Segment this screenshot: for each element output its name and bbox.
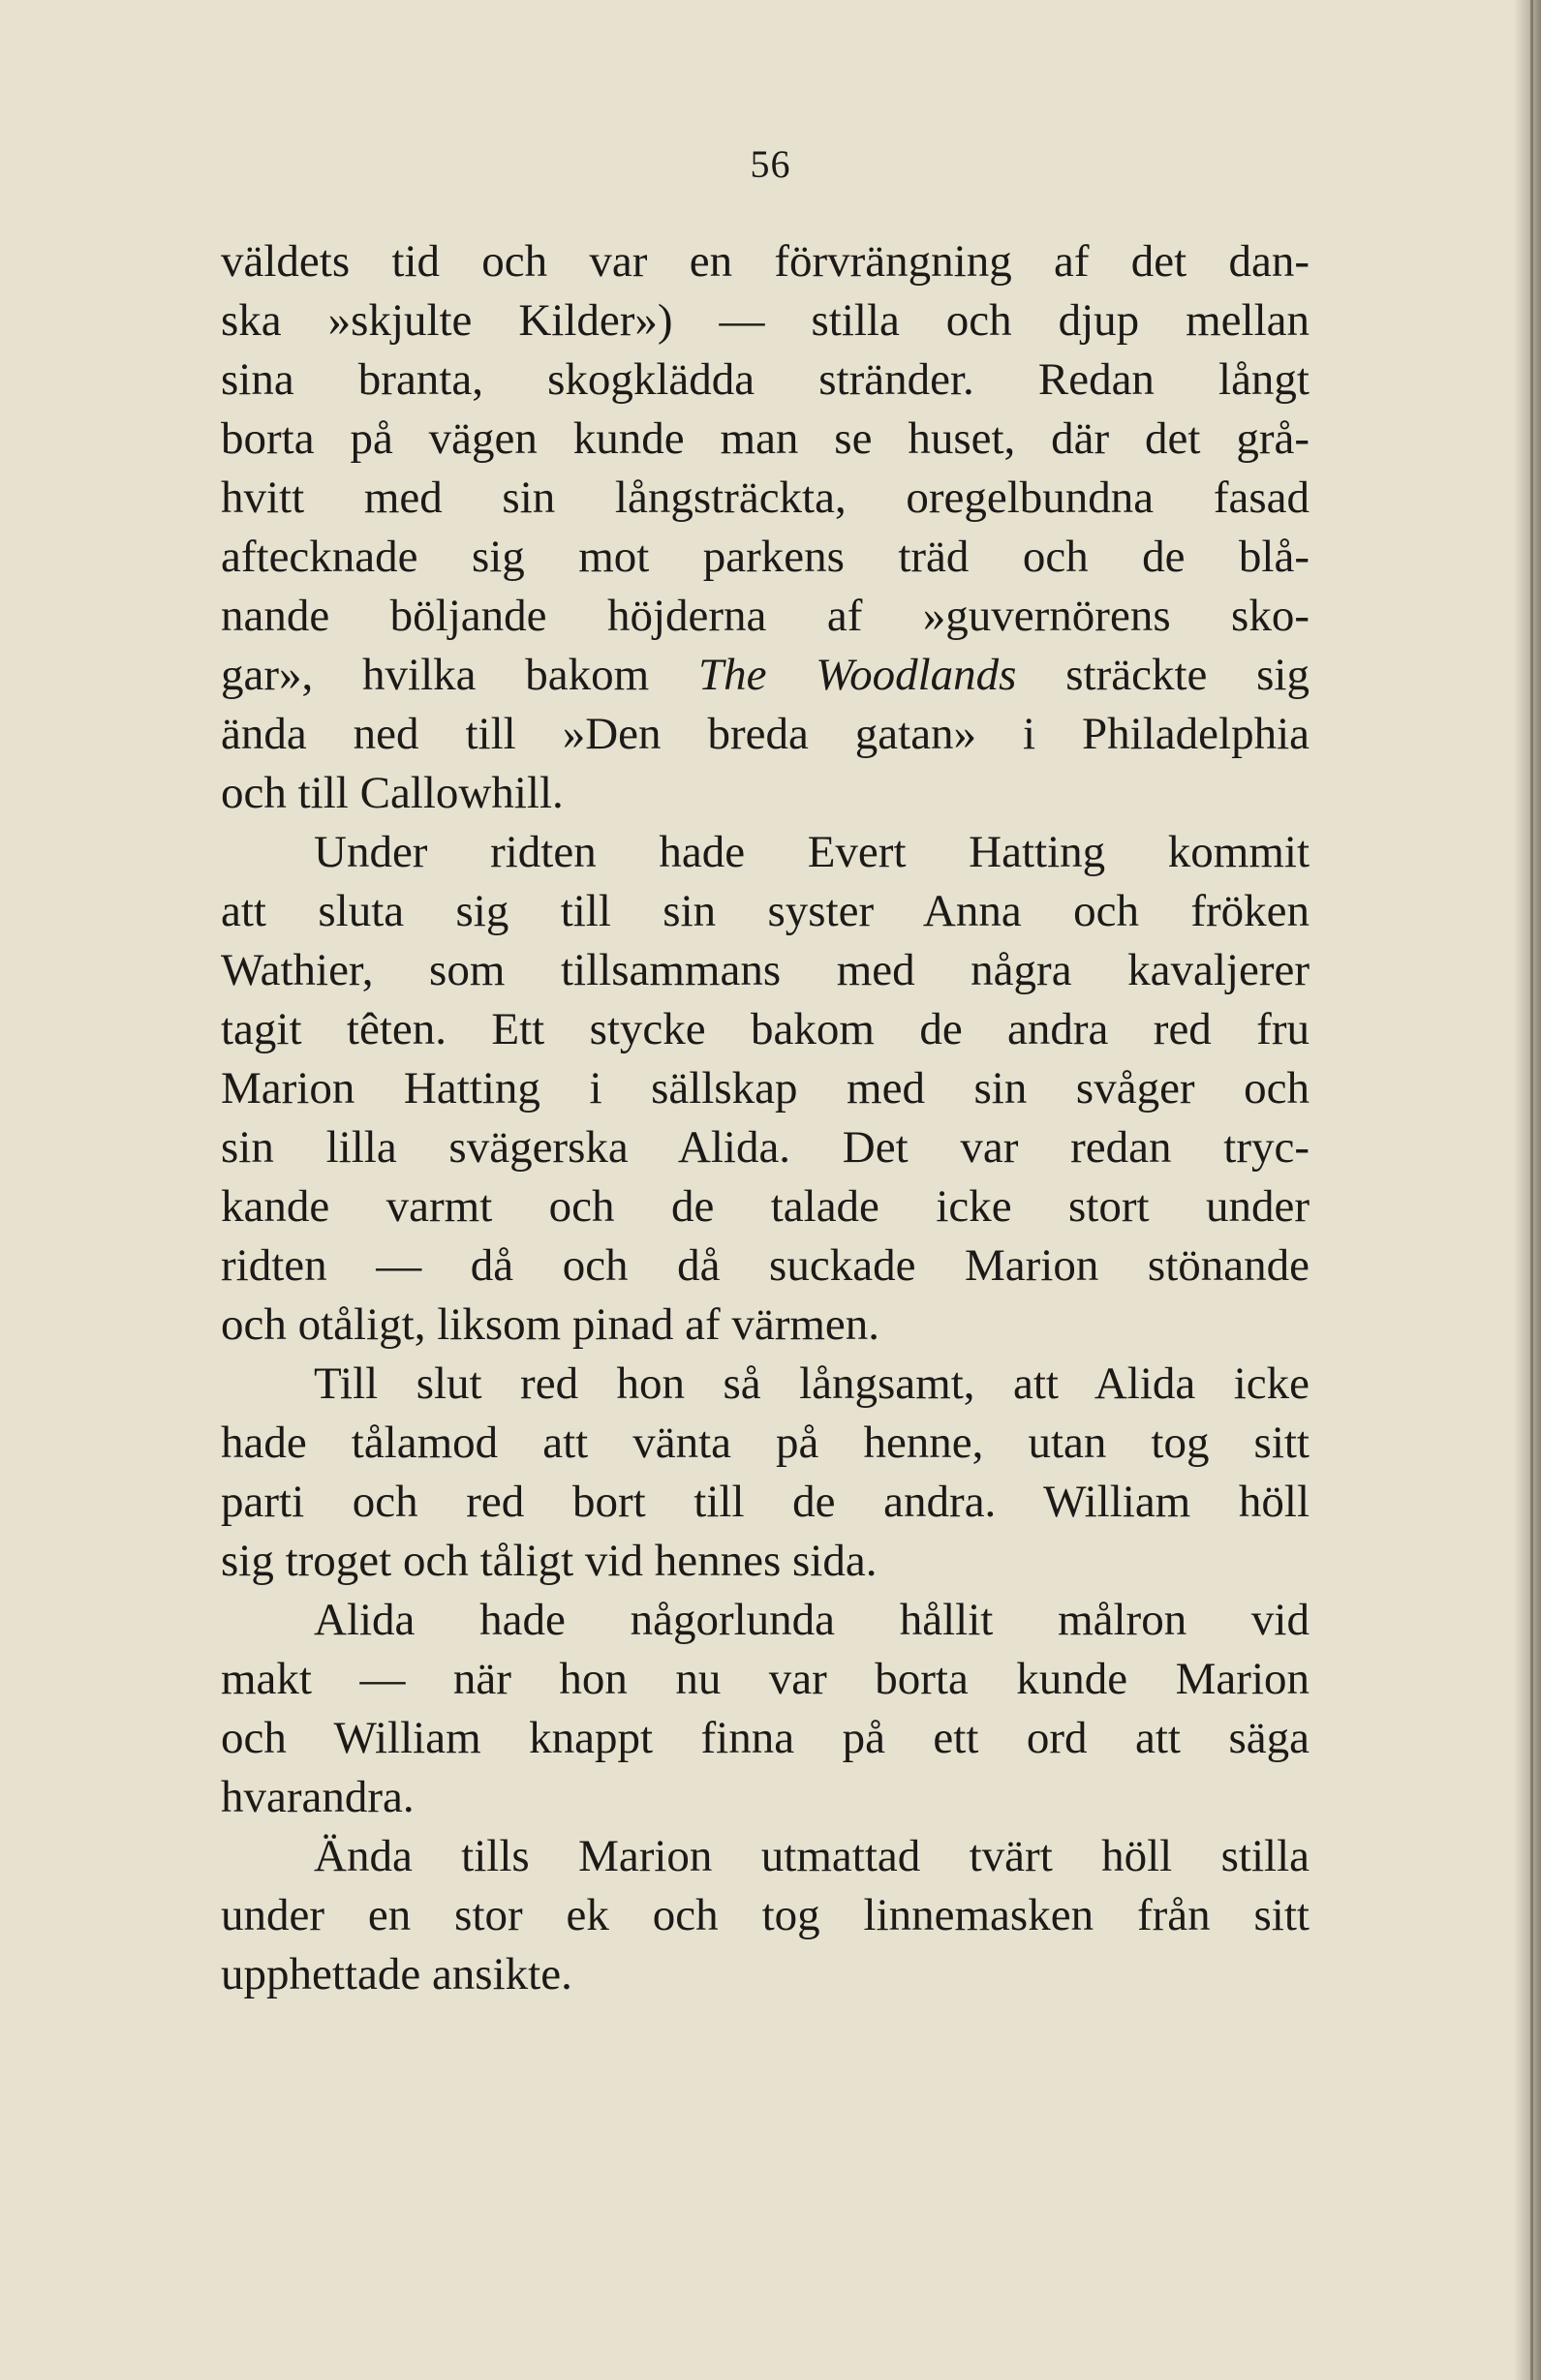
text-line: och otåligt, liksom pinad af värmen. xyxy=(221,1299,880,1350)
body-text xyxy=(221,232,1310,2004)
text-line: hade tålamod att vänta på henne, utan tog sitt xyxy=(221,1418,1310,1468)
text-line: ända ned till »Den breda gatan» i Philadelphia xyxy=(221,709,1310,759)
text-line: makt — när hon nu var borta kunde Marion xyxy=(221,1654,1310,1704)
page-number: 56 xyxy=(750,142,791,186)
text-line: nande böljande höjderna af »guvernörens sko- xyxy=(221,591,1310,641)
text-line: att sluta sig till sin syster Anna och fröken xyxy=(221,886,1310,936)
paragraph-first-line: Under ridten hade Evert Hatting kommit xyxy=(314,827,1310,877)
text-line: under en stor ek och tog linnemasken från sitt xyxy=(221,1890,1310,1940)
text-line: Wathier, som tillsammans med några kavaljerer xyxy=(221,945,1310,995)
text-line: sina branta, skogklädda stränder. Redan långt xyxy=(221,354,1310,405)
text-line: Marion Hatting i sällskap med sin svåger och xyxy=(221,1063,1310,1114)
italic-title: The Woodlands xyxy=(697,650,1017,700)
text-line: tagit têten. Ett stycke bakom de andra red fru xyxy=(221,1004,1310,1054)
text-line: sin lilla svägerska Alida. Det var redan tryc- xyxy=(221,1122,1310,1173)
text-line: parti och red bort till de andra. William höll xyxy=(221,1477,1310,1527)
page-edge-shadow xyxy=(1514,0,1541,2380)
paragraph-first-line: Till slut red hon så långsamt, att Alida icke xyxy=(314,1358,1310,1409)
text-line: borta på vägen kunde man se huset, där det grå- xyxy=(221,413,1310,464)
text-line: hvarandra. xyxy=(221,1772,415,1822)
text-line xyxy=(221,646,1310,705)
text-line: och William knappt finna på ett ord att säga xyxy=(221,1713,1310,1763)
text-line: ridten — då och då suckade Marion stönande xyxy=(221,1240,1310,1291)
text-fragment: gar», hvilka bakom xyxy=(221,650,698,700)
text-line: upphettade ansikte. xyxy=(221,1949,572,1999)
page-edge-line xyxy=(1530,0,1533,2380)
text-fragment: sträckte sig xyxy=(1016,650,1310,700)
text-line: aftecknade sig mot parkens träd och de blå- xyxy=(221,532,1310,582)
text-line: väldets tid och var en förvrängning af det dan- xyxy=(221,236,1310,287)
text-line: hvitt med sin långsträckta, oregelbundna fasad xyxy=(221,473,1310,523)
text-line: sig troget och tåligt vid hennes sida. xyxy=(221,1536,878,1586)
paragraph-first-line: Alida hade någorlunda hållit målron vid xyxy=(314,1595,1310,1645)
text-line: kande varmt och de talade icke stort under xyxy=(221,1181,1310,1232)
text-line: ska »skjulte Kilder») — stilla och djup mellan xyxy=(221,295,1310,346)
text-line: och till Callowhill. xyxy=(221,768,564,818)
paragraph-first-line: Ända tills Marion utmattad tvärt höll stilla xyxy=(314,1831,1310,1881)
